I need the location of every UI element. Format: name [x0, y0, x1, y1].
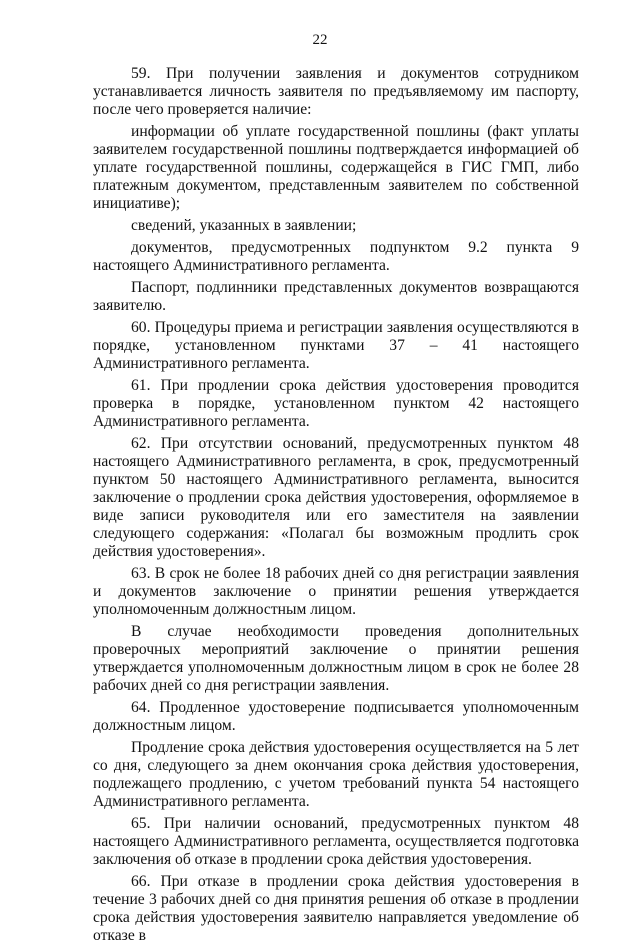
paragraph-59: 59. При получении заявления и документов сотрудником устанавливается личность заявителя по предъявляемому им паспорту, после чего проверяется наличие: — [93, 65, 579, 118]
paragraph-59-item-docs: документов, предусмотренных подпунктом 9.2 пункта 9 настоящего Административного регламента. — [93, 239, 579, 274]
document-body — [93, 65, 579, 949]
paragraph-59-item-fee: информации об уплате государственной пошлины (факт уплаты заявителем государственной пошлины подтверждается информацией об уплате государственной пошлины, содержащейся в ГИС ГМП, либо платежным документом, представленным заявителем по собственной инициативе); — [93, 123, 579, 212]
paragraph-61: 61. При продлении срока действия удостоверения проводится проверка в порядке, установленном пунктом 42 настоящего Административного регламента. — [93, 377, 579, 430]
paragraph-63: 63. В срок не более 18 рабочих дней со дня регистрации заявления и документов заключение о принятии решения утверждается уполномоченным должностным лицом. — [93, 565, 579, 618]
paragraph-59-item-info: сведений, указанных в заявлении; — [131, 217, 357, 234]
paragraph-64: 64. Продленное удостоверение подписывается уполномоченным должностным лицом. — [93, 699, 579, 734]
paragraph-65: 65. При наличии оснований, предусмотренных пунктом 48 настоящего Административного регламента, осуществляется подготовка заключения об отказе в продлении срока действия удостоверения. — [93, 815, 579, 868]
paragraph-62: 62. При отсутствии оснований, предусмотренных пунктом 48 настоящего Административного регламента, в срок, предусмотренный пунктом 50 настоящего Административного регламента, выносится заключение о продлении срока действия удостоверения, оформляемое в виде записи руководителя или его заместителя на заявлении следующего содержания: «Полагал бы возможным продлить срок действия удостоверения». — [93, 435, 579, 560]
paragraph-passport-return: Паспорт, подлинники представленных документов возвращаются заявителю. — [93, 279, 579, 314]
page-number: 22 — [312, 32, 328, 48]
paragraph-66: 66. При отказе в продлении срока действия удостоверения в течение 3 рабочих дней со дня принятия решения об отказе в продлении срока действия удостоверения заявителю направляется уведомление об отказе в — [93, 873, 579, 944]
paragraph-60: 60. Процедуры приема и регистрации заявления осуществляются в порядке, установленном пунктами 37 – 41 настоящего Административного регламента. — [93, 319, 579, 372]
paragraph-63-additional: В случае необходимости проведения дополнительных проверочных мероприятий заключение о принятии решения утверждается уполномоченным должностным лицом в срок не более 28 рабочих дней со дня регистрации заявления. — [93, 623, 579, 694]
paragraph-64-term: Продление срока действия удостоверения осуществляется на 5 лет со дня, следующего за днем окончания срока действия удостоверения, подлежащего продлению, с учетом требований пункта 54 настоящего Административного регламента. — [93, 739, 579, 810]
